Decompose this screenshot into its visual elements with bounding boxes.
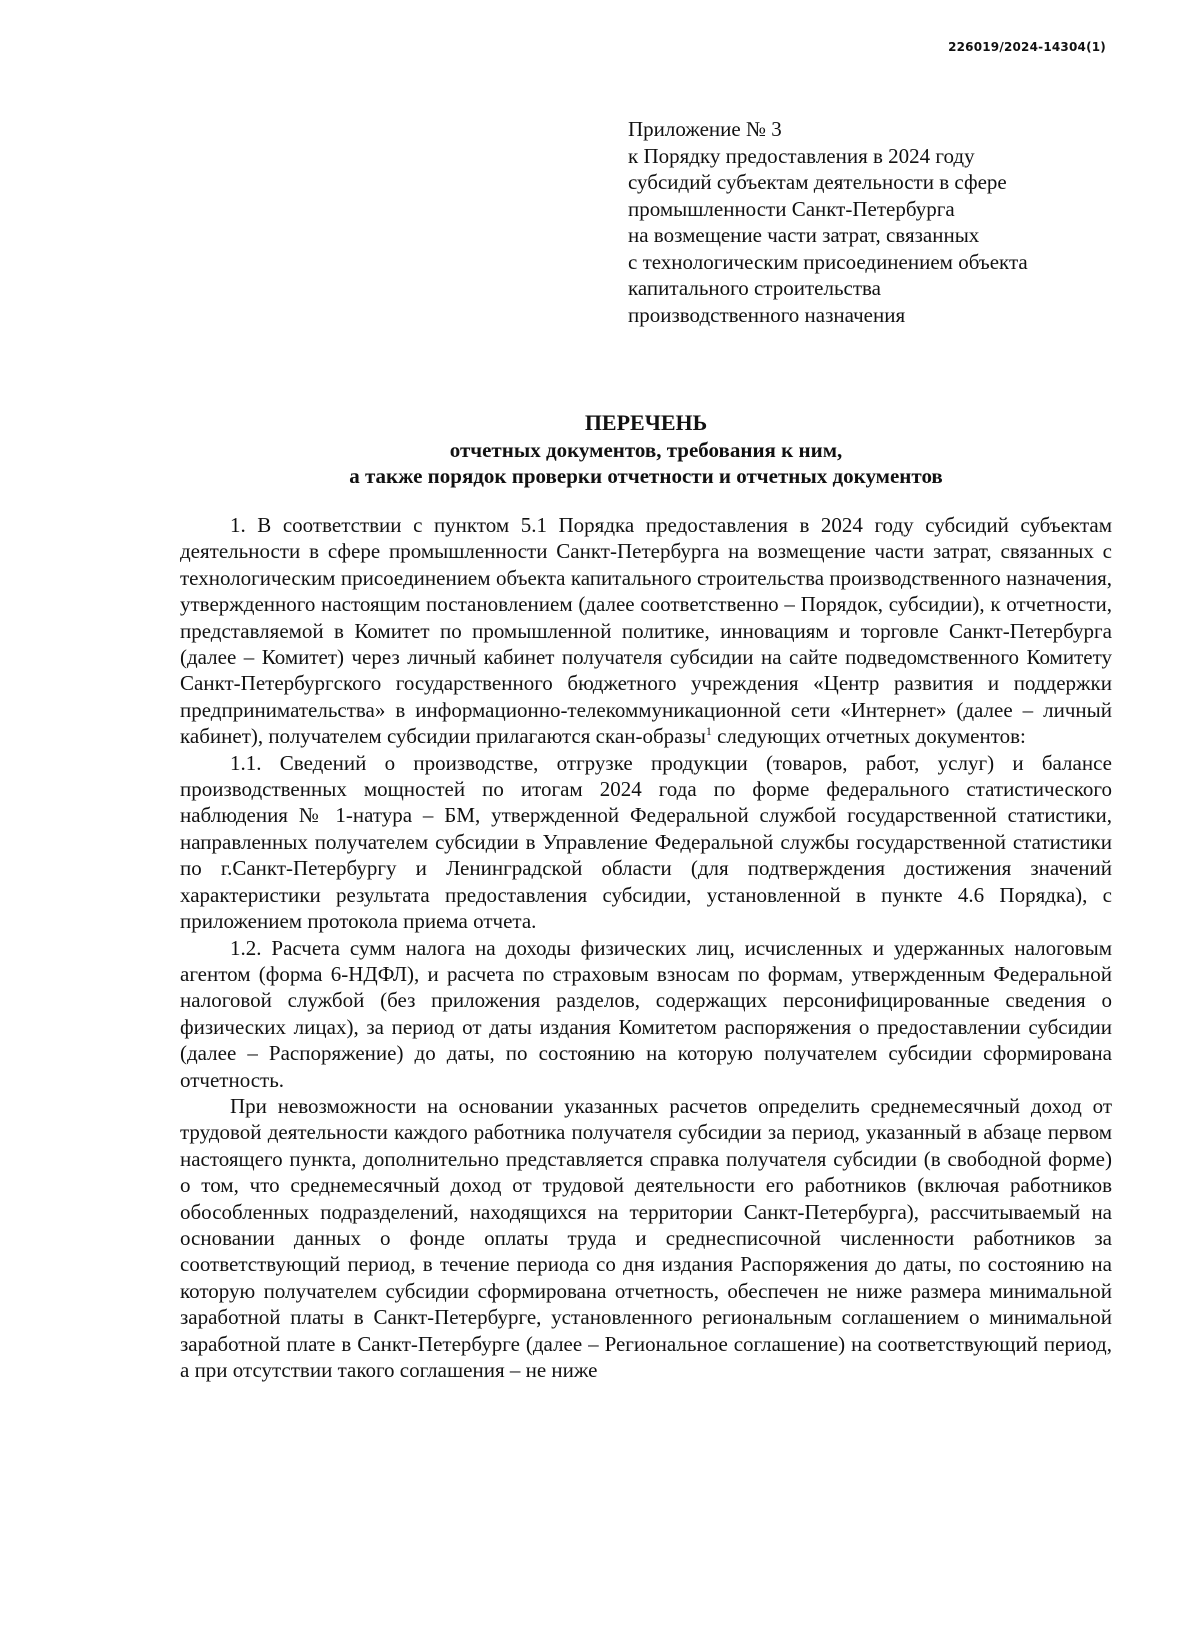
paragraph-1-1: 1.1. Сведений о производстве, отгрузке продукции (товаров, работ, услуг) и балансе производственных мощностей по итогам 2024 года по форме федерального статистического наблюдения № 1-натура – БМ, утвержденной Федеральной службой государственной статистики, направленных получателем субсидии в Управление Федеральной службы государственной статистики по г.Санкт-Петербургу и Ленинградской области (для подтверждения достижения значений характеристики результата предоставления субсидии, установленной в пункте 4.6 Порядка), с приложением протокола приема отчета.: [180, 750, 1112, 934]
appendix-line: Приложение № 3: [628, 117, 782, 141]
paragraph-1-text: 1. В соответствии с пунктом 5.1 Порядка предоставления в 2024 году субсидий субъектам деятельности в сфере промышленности Санкт-Петербурга на возмещение части затрат, связанных с технологическим присоединением объекта капитального строительства производственного назначения, утвержденного настоящим постановлением (далее соответственно – Порядок, субсидии), к отчетности, представляемой в Комитет по промышленной политике, инновациям и торговле Санкт-Петербурга (далее – Комитет) через личный кабинет получателя субсидии на сайте подведомственного Комитету Санкт-Петербургского государственного бюджетного учреждения «Центр развития и поддержки предпринимательства» в информационно-телекоммуникационной сети «Интернет» (далее – личный кабинет), получателем субсидии прилагаются скан-образы: [180, 513, 1112, 749]
paragraph-1-2: 1.2. Расчета сумм налога на доходы физических лиц, исчисленных и удержанных налоговым агентом (форма 6-НДФЛ), и расчета по страховым взносам по формам, утвержденным Федеральной налоговой службой (без приложения разделов, содержащих персонифицированные сведения о физических лицах), за период от даты издания Комитетом распоряжения о предоставлении субсидии (далее – Распоряжение) до даты, по состоянию на которую получателем субсидии сформирована отчетность.: [180, 935, 1112, 1092]
document-heading: [180, 409, 1112, 489]
appendix-line: на возмещение части затрат, связанных: [628, 223, 980, 247]
appendix-line: производственного назначения: [628, 302, 906, 327]
paragraph-1: [180, 512, 1112, 750]
appendix-line: капитального строительства: [628, 276, 881, 300]
appendix-line: промышленности Санкт-Петербурга: [628, 196, 955, 221]
appendix-line: к Порядку предоставления в 2024 году: [628, 143, 975, 168]
footnote-mark: 1: [705, 724, 712, 739]
appendix-line: с технологическим присоединением объекта: [628, 249, 1028, 274]
document-subtitle-line-1: отчетных документов, требования к ним,: [449, 438, 843, 462]
document-registration-number: 226019/2024-14304(1): [948, 40, 1106, 54]
paragraph-1-2-continuation: При невозможности на основании указанных расчетов определить среднемесячный доход от трудовой деятельности каждого работника получателя субсидии за период, указанный в абзаце первом настоящего пункта, дополнительно представляется справка получателя субсидии (в свободной форме) о том, что среднемесячный доход от трудовой деятельности его работников (включая работников обособленных подразделений, находящихся на территории Санкт-Петербурга), рассчитываемый на основании данных о фонде оплаты труда и среднесписочной численности работников за соответствующий период, в течение периода со дня издания Распоряжения до даты, по состоянию на которую получателем субсидии сформирована отчетность, обеспечен не ниже размера минимальной заработной платы в Санкт-Петербурге, установленного региональным соглашением о минимальной заработной плате в Санкт-Петербурге (далее – Региональное соглашение) на соответствующий период, а при отсутствии такого соглашения – не ниже: [180, 1093, 1112, 1382]
paragraph-1-tail: следующих отчетных документов:: [717, 724, 1026, 749]
appendix-header: [628, 116, 1108, 328]
document-subtitle-line-2: а также порядок проверки отчетности и отчетных документов: [349, 464, 943, 488]
document-title: ПЕРЕЧЕНЬ: [584, 410, 708, 435]
appendix-line: субсидий субъектам деятельности в сфере: [628, 170, 1007, 194]
document-body: [180, 512, 1112, 1383]
